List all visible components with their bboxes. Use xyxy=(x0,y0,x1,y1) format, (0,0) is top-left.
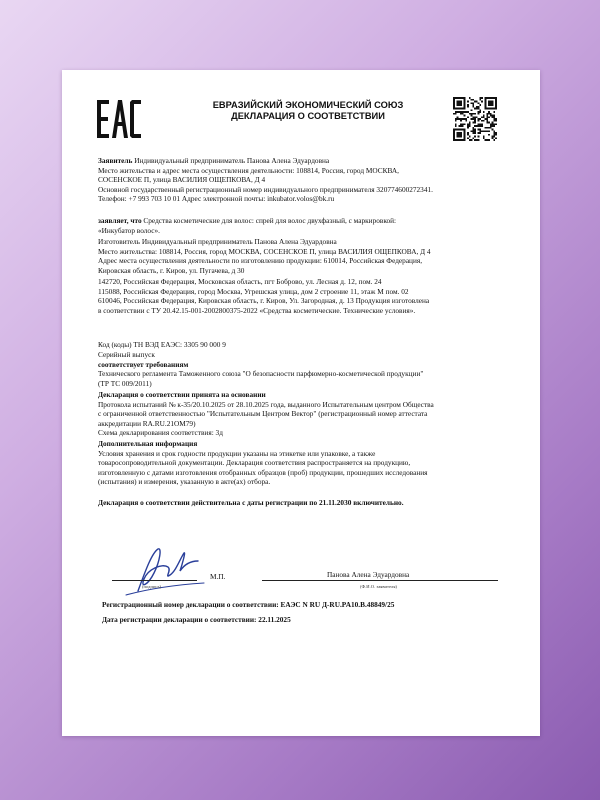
conforms-text-1: Технического регламента Таможенного союза "О безопасности парфюмерно-косметической продукции" xyxy=(98,369,424,378)
basis-text-1: Протокола испытаний № к-35/20.10.2025 от 28.10.2025 года, выданного Испытательным центром Общества xyxy=(98,399,434,409)
header-title: ДЕКЛАРАЦИЯ О СООТВЕТСТВИИ xyxy=(231,111,385,121)
production-address-5: 610046, Российская Федерация, Кировская область, г. Киров, Ул. Загородная, д. 13 Продукция изготовлена xyxy=(98,296,430,305)
serial-release: Серийный выпуск xyxy=(98,350,155,359)
production-address-6: в соответствии с ТУ 20.42.15-001-2002800375-2022 «Средства косметические. Технические условия». xyxy=(98,305,416,315)
registration-date: Дата регистрации декларации о соответствии: 22.11.2025 xyxy=(102,615,291,624)
applicant-ogrn: Основной государственный регистрационный номер индивидуального предпринимателя 320774600272341. xyxy=(98,184,433,194)
product-name-1: Средства косметические для волос: спрей для волос двухфазный, с маркировкой: xyxy=(141,216,397,225)
qr-code-icon xyxy=(453,97,497,141)
document-header xyxy=(168,100,448,122)
production-address-2: Кировская область, г. Киров, ул. Пугачева, д 30 xyxy=(98,265,245,275)
basis-label: Декларация о соответствии принята на основании xyxy=(98,390,266,399)
basis-scheme: Схема декларирования соответствия: 3д xyxy=(98,428,223,437)
conforms-text-2: (ТР ТС 009/2011) xyxy=(98,378,152,388)
applicant-contacts: Телефон: +7 993 703 10 01 Адрес электронной почты: inkubator.volos@bk.ru xyxy=(98,194,335,203)
production-address-1: Адрес места осуществления деятельности по изготовлению продукции: 610014, Российская Федерация, xyxy=(98,256,423,265)
declares-label: заявляет, что xyxy=(98,216,142,225)
signature-line xyxy=(112,580,197,581)
registration-number: Регистрационный номер декларации о соответствии: ЕАЭС N RU Д-RU.PA10.B.48849/25 xyxy=(102,600,395,609)
applicant-address-1: Место жительства и адрес места осуществления деятельности: 108814, Россия, город МОСКВА, xyxy=(98,165,399,175)
document-page xyxy=(62,70,540,736)
tn-ved-code: Код (коды) ТН ВЭД ЕАЭС: 3305 90 000 9 xyxy=(98,340,226,349)
extra-text-2: товаросопроводительной документации. Декларация соответствия распространяется на продукцию, xyxy=(98,458,411,467)
basis-text-3: аккредитации RA.RU.21ОМ79) xyxy=(98,418,196,428)
applicant-label: Заявитель xyxy=(98,156,133,165)
conforms-label: соответствует требованиям xyxy=(98,359,189,369)
applicant-name: Индивидуальный предприниматель Панова Алена Эдуардовна xyxy=(132,156,330,165)
applicant-signer-name: Панова Алена Эдуардовна xyxy=(327,570,410,579)
extra-text-3: изготовленную с датами изготовления отобранных образцов (проб) продукции, прошедших исследования xyxy=(98,467,428,477)
production-address-3: 142720, Российская Федерация, Московская область, пгт Боброво, ул. Лесная д. 12, пом. 24 xyxy=(98,277,382,286)
production-address-4: 115088, Российская Федерация, город Москва, Угрешская улица, дом 2 строение 11, этаж М пом. 02 xyxy=(98,286,409,296)
name-caption: (Ф.И.О. заявителя) xyxy=(360,584,397,589)
applicant-address-2: СОСЕНСКОЕ П, улица ВАСИЛИЯ ОЩЕПКОВА, Д 4 xyxy=(98,175,266,184)
header-union: ЕВРАЗИЙСКИЙ ЭКОНОМИЧЕСКИЙ СОЮЗ xyxy=(212,100,404,110)
stamp-mark: М.П. xyxy=(210,572,226,581)
applicant-line xyxy=(98,156,508,165)
basis-text-2: с ограниченной ответственностью "Испытательным Центром Вектор" (регистрационный номер аттестата xyxy=(98,409,428,418)
product-name-2: «Инкубатор волос». xyxy=(98,225,160,235)
eac-mark-icon xyxy=(96,98,142,140)
extra-label: Дополнительная информация xyxy=(98,439,198,448)
manufacturer: Изготовитель Индивидуальный предприниматель Панова Алена Эдуардовна xyxy=(98,237,337,246)
signature-caption: (подпись) xyxy=(142,584,162,589)
declares-line xyxy=(98,216,508,225)
extra-text-1: Условия хранения и срок годности продукции указаны на этикетке или упаковке, а также xyxy=(98,448,376,458)
validity-statement: Декларация о соответствии действительна с даты регистрации по 21.11.2030 включительно. xyxy=(98,498,404,507)
declaration-document xyxy=(62,70,540,736)
name-line xyxy=(262,580,498,581)
extra-text-4: (испытания) и измерения, указанную в акте(ах) отбора. xyxy=(98,477,271,486)
manufacturer-address: Место жительства: 108814, Россия, город МОСКВА, СОСЕНСКОЕ П, улица ВАСИЛИЯ ОЩЕПКОВА, Д 4 xyxy=(98,246,431,256)
